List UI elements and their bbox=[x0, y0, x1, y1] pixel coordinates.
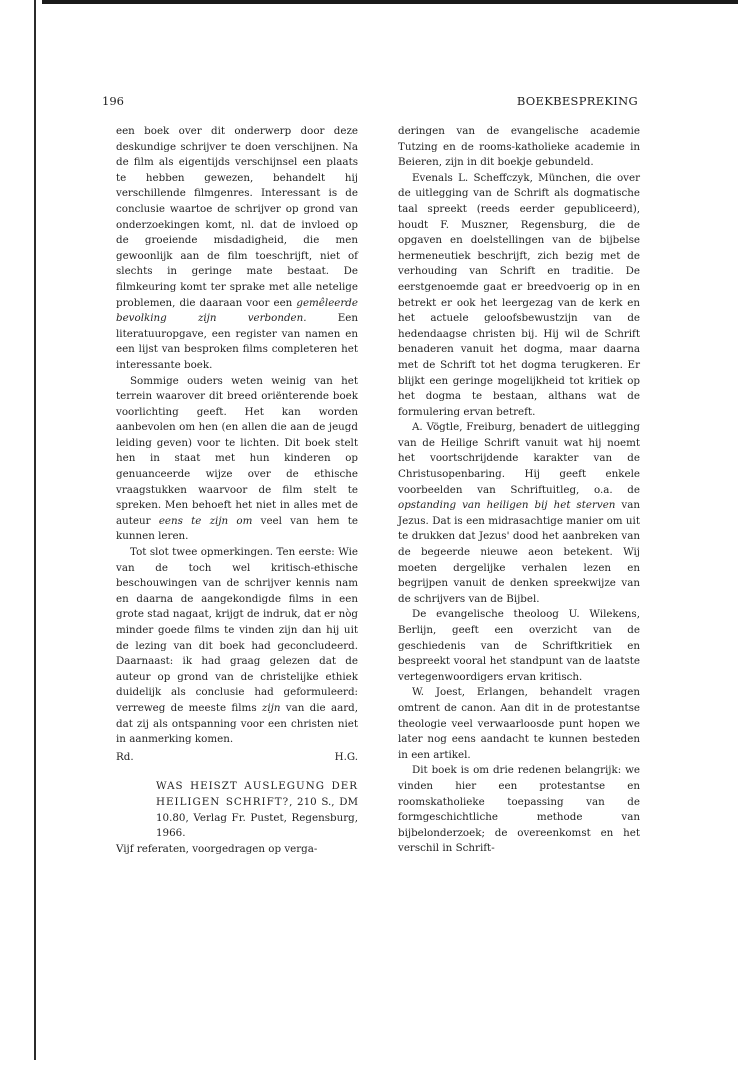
paragraph: Sommige ouders weten weinig van het terrein waarover dit breed oriënterende boek voorlichting geeft. Het kan worden aanbevolen om hen (en allen die aan de jeugd leiding geven) voor te lichten. Dit boek stelt hen in staat met hun kinderen op genuanceerde wijze over de ethische vraagstukken waarvoor de film stelt te spreken. Men behoeft het niet in alles met de auteur eens te zijn om veel van hem te kunnen leren. bbox=[116, 374, 358, 543]
section-title: BOEKBESPREKING bbox=[516, 94, 638, 108]
paragraph: Evenals L. Scheffczyk, München, die over de uitlegging van de Schrift als dogmatische taal spreekt (reeds eerder gepubliceerd), houdt F. Muszner, Regensburg, die de opgaven en doelstellingen van de bijbelse hermeneutiek beschrijft, zich bezig met de verhouding van Schrift en traditie. De eerstgenoemde gaat er breedvoerig op in en betrekt er ook het leergezag van de kerk en het actuele geloofsbewustzijn van de hedendaagse christen bij. Hij wil de Schrift benaderen vanuit het dogma, maar daarna met de Schrift tot het dogma terugkeren. Er blijkt een geringe mogelijkheid tot kritiek op het dogma te bestaan, althans wat de formulering ervan betreft. bbox=[398, 171, 640, 418]
paragraph: Dit boek is om drie redenen belangrijk: we vinden hier een protestantse en roomskatholieke toepassing van de formgeschichtliche methode van bijbelonderzoek; de overeenkomst en het verschil in Schrift- bbox=[398, 764, 640, 855]
paragraph: Tot slot twee opmerkingen. Ten eerste: Wie van de toch wel kritisch-ethische beschouwingen van de schrijver kennis nam en daarna de aangekondigde films in een grote stad nagaat, krijgt de indruk, dat er nòg minder goede films te vinden zijn dan hij uit de lezing van dit boek had geconcludeerd. Daarnaast: ik had graag gelezen dat de auteur op grond van de christelijke ethiek duidelijk als conclusie had geformuleerd: verreweg de meeste films zijn van die aard, dat zij als ontspanning voor een christen niet in aanmerking komen. bbox=[116, 546, 359, 746]
page-number: 196 bbox=[102, 94, 124, 108]
paragraph: deringen van de evangelische academie Tutzing en de rooms-katholieke academie in Beieren, zijn in dit boekje gebundeld. bbox=[398, 125, 640, 169]
book-title: WAS HEISZT AUSLEGUNG DER HEILIGEN SCHRIFT? bbox=[156, 780, 358, 808]
book-info: , 210 S., DM 10.80, Verlag Fr. Pustet, Regensburg, 1966. bbox=[156, 795, 358, 840]
paragraph: een boek over dit onderwerp door deze deskundige schrijver te doen verschijnen. Na de film als eigentijds verschijnsel een plaats te hebben gewezen, behandelt hij verschillende filmgenres. Interessant is de conclusie waartoe de schrijver op grond van onderzoekingen komt, nl. dat de invloed op de groeiende misdadigheid, die men gewoonlijk aan de film toeschrijft, niet of slechts in geringe mate bestaat. De filmkeuring komt ter sprake met alle netelige problemen, die daaraan voor een gemêleerde bevolking zijn verbonden. Een literatuuropgave, een register van namen en een lijst van besproken films completeren het interessante boek. bbox=[116, 125, 358, 371]
right-column bbox=[398, 124, 640, 857]
signature-left: Rd. bbox=[116, 750, 134, 763]
left-column bbox=[116, 124, 358, 857]
book-title-entry bbox=[156, 779, 358, 841]
paragraph: W. Joest, Erlangen, behandelt vragen omtrent de canon. Aan dit in de protestantse theologie veel verwaarloosde punt hopen we later nog eens aandacht te kunnen besteden in een artikel. bbox=[398, 686, 640, 761]
reviewer-signature bbox=[116, 750, 358, 766]
paragraph: Vijf referaten, voorgedragen op verga- bbox=[116, 842, 318, 855]
paragraph: De evangelische theoloog U. Wilekens, Berlijn, geeft een overzicht van de geschiedenis van de Schriftkritiek en bespreekt vooral het standpunt van de laatste vertegenwoordigers ervan kritisch. bbox=[398, 608, 640, 683]
paragraph: A. Vögtle, Freiburg, benadert de uitlegging van de Heilige Schrift vanuit wat hij noemt het voortschrijdende karakter van de Christusopenbaring. Hij geeft enkele voorbeelden van Schriftuitleg, o.a. de opstanding van heiligen bij het sterven van Jezus. Dat is een midrasachtige manier om uit te drukken dat Jezus' dood het aanbreken van de begeerde nieuwe aeon betekent. Wij moeten dergelijke verhalen lezen en begrijpen vanuit de denken spreekwijze van de schrijvers van de Bijbel. bbox=[398, 421, 640, 605]
scan-left-edge bbox=[34, 0, 36, 1060]
signature-right: H.G. bbox=[334, 750, 358, 763]
